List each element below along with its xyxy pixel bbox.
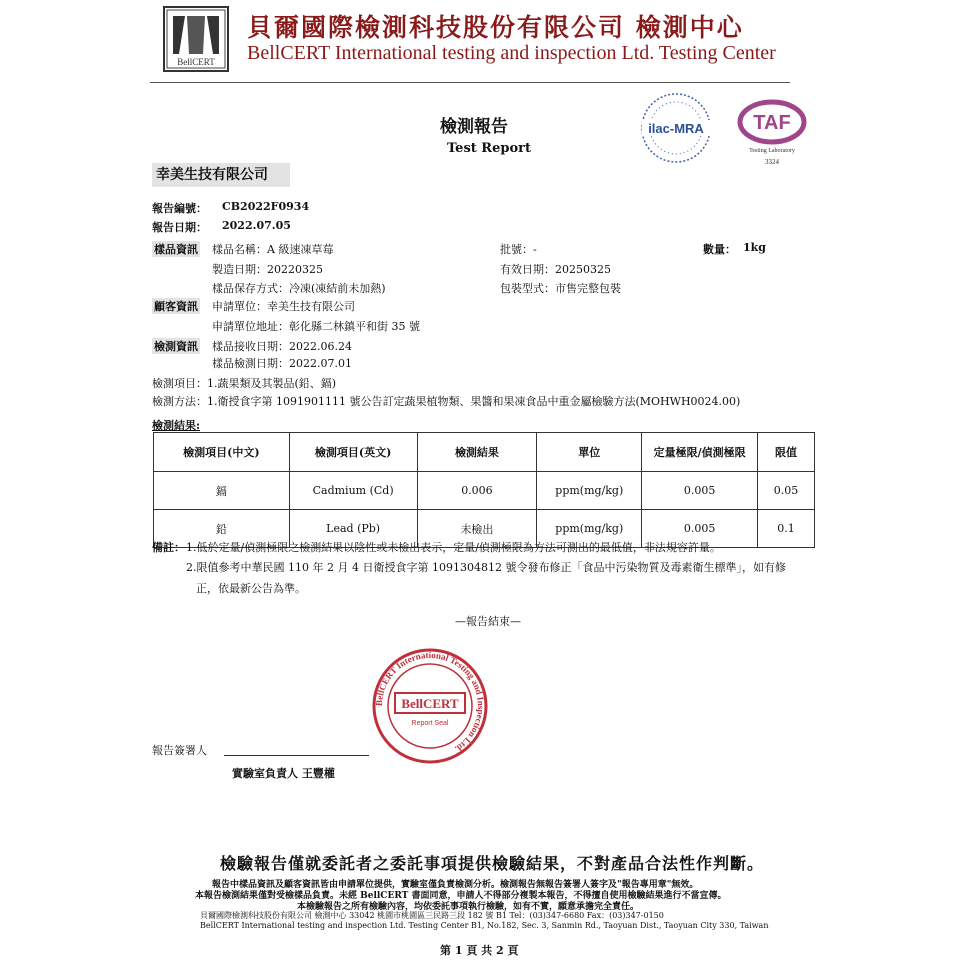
svg-text:TAF: TAF bbox=[753, 112, 791, 134]
results-label: 檢測結果: bbox=[152, 419, 201, 432]
col-header-item-zh: 檢測項目(中文) bbox=[154, 433, 290, 472]
report-number-label: 報告編號： bbox=[152, 202, 207, 215]
sample-tested-date: 樣品檢測日期：2022.07.01 bbox=[212, 357, 352, 370]
customer-applicant: 申請單位：幸美生技有限公司 bbox=[212, 300, 355, 313]
signer-name: 實驗室負責人 王豐權 bbox=[232, 767, 335, 780]
note-1: 1.低於定量/偵測極限之檢測結果以陰性或未檢出表示，定量/偵測極限為方法可測出的最低值，非法規容許量。 bbox=[186, 541, 721, 554]
sample-name: 樣品名稱：A 級速凍草莓 bbox=[212, 243, 334, 256]
sample-received-date: 樣品接收日期：2022.06.24 bbox=[212, 340, 352, 353]
col-header-item-en: 檢測項目(英文) bbox=[289, 433, 417, 472]
sample-quantity-label: 數量： bbox=[703, 243, 736, 256]
report-seal bbox=[365, 647, 495, 765]
sample-batch: 批號：- bbox=[500, 243, 537, 256]
svg-text:Testing Laboratory: Testing Laboratory bbox=[749, 148, 795, 154]
disclaimer: 檢驗報告僅就委託者之委託事項提供檢驗結果，不對產品合法性作判斷。 bbox=[220, 854, 765, 873]
cell-unit: ppm(mg/kg) bbox=[537, 510, 642, 548]
seal-icon bbox=[365, 647, 495, 765]
footer-address-zh: 貝爾國際檢測科技股份有限公司 檢測中心 33042 桃園市桃園區三民路三段 182 號 B1 Tel：(03)347-6680 Fax：(03)347-0150 bbox=[200, 911, 664, 920]
report-title-en: Test Report bbox=[447, 141, 531, 156]
table-header-row bbox=[154, 433, 815, 472]
client-name: 幸美生技有限公司 bbox=[152, 163, 290, 187]
report-date: 2022.07.05 bbox=[222, 219, 291, 232]
table-row bbox=[154, 472, 815, 510]
customer-section-label: 顧客資訊 bbox=[154, 300, 198, 313]
col-header-limit: 限值 bbox=[758, 433, 815, 472]
footer-line-1: 報告中樣品資訊及顧客資訊皆由申請單位提供，實驗室僅負責檢測分析。檢測報告無報告簽署人簽字及"報告專用章"無效。 bbox=[212, 880, 699, 890]
col-header-loq: 定量極限/偵測極限 bbox=[642, 433, 758, 472]
note-2b: 正，依最新公告為準。 bbox=[196, 582, 306, 595]
report-title-zh: 檢測報告 bbox=[440, 117, 508, 137]
company-logo bbox=[163, 6, 229, 72]
report-end-marker: —報告結束— bbox=[455, 615, 521, 628]
cell-item-zh: 鉛 bbox=[154, 510, 290, 548]
col-header-result: 檢測結果 bbox=[417, 433, 537, 472]
signature-label: 報告簽署人 bbox=[152, 744, 207, 757]
test-item: 檢測項目：1.蔬果類及其製品(鉛、鎘) bbox=[152, 377, 337, 390]
footer-address-en: BellCERT International testing and inspection Ltd. Testing Center B1, No.182, Sec. 3, Sanmin Rd., Taoyuan Dist., Taoyuan City 330, Taiwan bbox=[200, 921, 769, 930]
cell-result: 未檢出 bbox=[417, 510, 537, 548]
cell-limit: 0.1 bbox=[758, 510, 815, 548]
cell-limit: 0.05 bbox=[758, 472, 815, 510]
company-logo-icon bbox=[165, 8, 227, 70]
ilac-mra-logo bbox=[636, 90, 720, 166]
cell-item-en: Cadmium (Cd) bbox=[289, 472, 417, 510]
sample-exp-date: 有效日期：20250325 bbox=[500, 263, 611, 276]
cell-unit: ppm(mg/kg) bbox=[537, 472, 642, 510]
svg-text:ilac-MRA: ilac-MRA bbox=[648, 121, 704, 136]
footer-line-2: 本報告檢測結果僅對受檢樣品負責。未經 BellCERT 書面同意，申請人不得部分複製本報告，不得擅自使用檢驗結果進行不當宣傳。 bbox=[195, 891, 727, 901]
report-date-label: 報告日期： bbox=[152, 221, 207, 234]
sample-quantity: 1kg bbox=[743, 241, 766, 254]
sample-packaging: 包裝型式：市售完整包裝 bbox=[500, 282, 621, 295]
cell-item-zh: 鎘 bbox=[154, 472, 290, 510]
svg-text:BellCERT: BellCERT bbox=[401, 696, 459, 711]
header-divider bbox=[150, 82, 790, 83]
taf-logo bbox=[728, 96, 812, 168]
col-header-unit: 單位 bbox=[537, 433, 642, 472]
sample-storage: 樣品保存方式：冷凍(凍結前未加熱) bbox=[212, 282, 386, 295]
ilac-icon bbox=[636, 90, 720, 166]
page-number: 第 1 頁 共 2 頁 bbox=[440, 944, 519, 957]
note-2a: 2.限值參考中華民國 110 年 2 月 4 日衛授食字第 1091304812 號令發布修正「食品中污染物質及毒素衛生標準」，如有修 bbox=[186, 561, 786, 574]
test-method: 檢測方法：1.衛授食字第 1091901111 號公告訂定蔬果植物類、果醬和果凍食品中重金屬檢驗方法(MOHWH0024.00) bbox=[152, 395, 741, 408]
cell-result: 0.006 bbox=[417, 472, 537, 510]
cell-loq: 0.005 bbox=[642, 472, 758, 510]
sample-section-label: 樣品資訊 bbox=[154, 243, 198, 256]
svg-text:Report Seal: Report Seal bbox=[411, 720, 449, 727]
taf-icon bbox=[728, 96, 812, 168]
company-name-en: BellCERT International testing and inspection Ltd. Testing Center bbox=[247, 42, 776, 64]
svg-text:BellCERT International Testing: BellCERT International Testing and Inspection Ltd. bbox=[373, 649, 487, 755]
testing-section-label: 檢測資訊 bbox=[154, 340, 198, 353]
svg-text:BellCERT: BellCERT bbox=[177, 57, 215, 67]
customer-address: 申請單位地址：彰化縣二林鎮平和街 35 號 bbox=[212, 320, 420, 333]
company-name-zh: 貝爾國際檢測科技股份有限公司 檢測中心 bbox=[247, 13, 744, 42]
footer-line-3: 本檢驗報告之所有檢驗內容，均依委託事項執行檢驗，如有不實，願意承擔完全責任。 bbox=[297, 902, 640, 912]
results-table bbox=[153, 432, 815, 548]
cell-loq: 0.005 bbox=[642, 510, 758, 548]
cell-item-en: Lead (Pb) bbox=[289, 510, 417, 548]
svg-text:3324: 3324 bbox=[765, 158, 779, 166]
report-number: CB2022F0934 bbox=[222, 200, 310, 213]
notes-label: 備註： bbox=[152, 541, 185, 554]
signature-line bbox=[224, 755, 369, 756]
sample-mfg-date: 製造日期：20220325 bbox=[212, 263, 323, 276]
